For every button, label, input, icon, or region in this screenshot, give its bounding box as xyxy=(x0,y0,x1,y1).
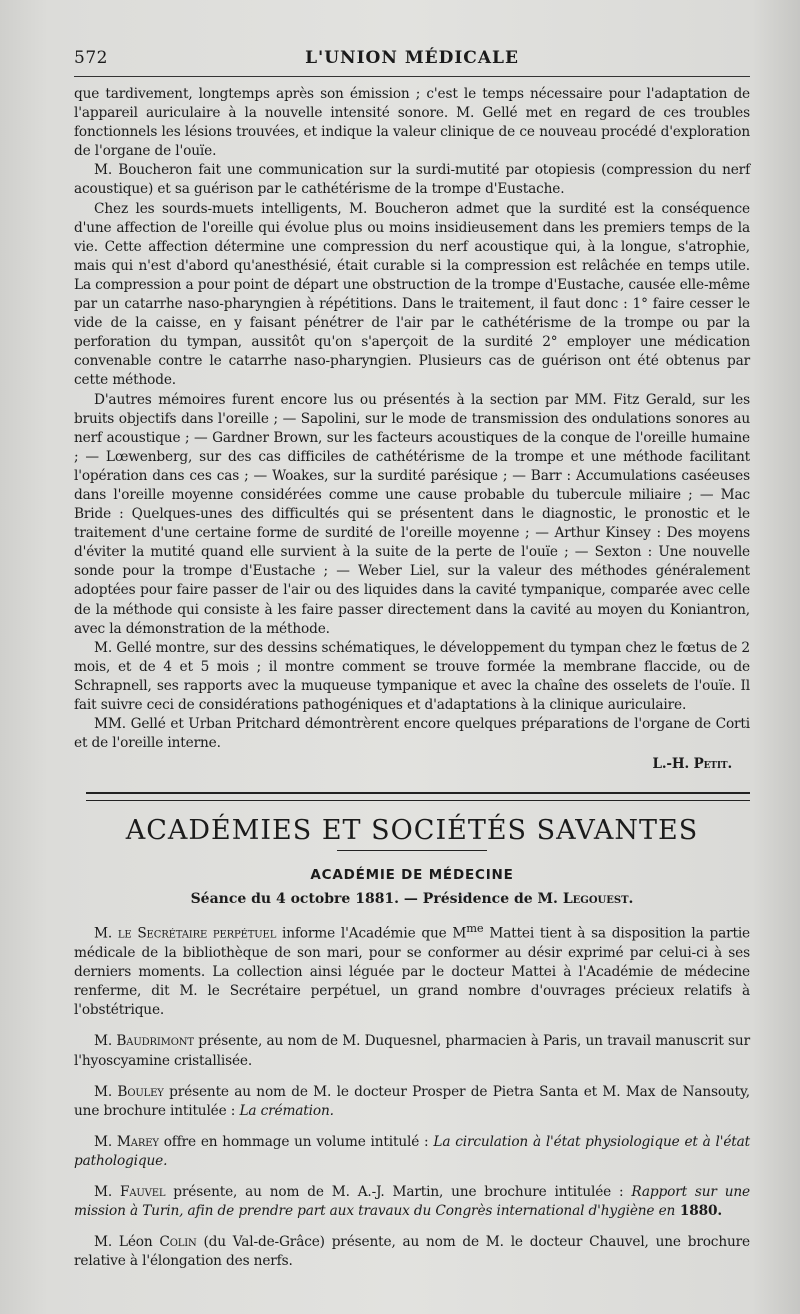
work-title: Rapport sur une mission à Turin, afin de prendre part aux travaux du Congrès international d'hygiène en xyxy=(74,1183,750,1220)
page-number: 572 xyxy=(74,48,108,68)
paragraph: D'autres mémoires furent encore lus ou présentés à la section par MM. Fitz Gerald, sur les bruits objectifs dans l'oreille ; — Sapolini, sur le mode de transmission des ondulations sonores au nerf acoustique ; — Gardner Brown, sur les facteurs acoustiques de la conque de l'oreille humaine ; — Lœwenberg, sur des cas difficiles de cathétérisme de la trompe et une méthode facilitant l'opération dans ces cas ; — Woakes, sur la surdité parésique ; — Barr : Accumulations caséeuses dans l'oreille moyenne considérées comme une cause probable du tubercule miliaire ; — Mac Bride : Quelques-unes des difficultés qui se présentent dans le diagnostic, le pronostic et le traitement d'une certaine forme de surdité de l'oreille moyenne ; — Arthur Kinsey : Des moyens d'éviter la mutité quand elle survient à la suite de la perte de l'ouïe ; — Sexton : Une nouvelle sonde pour la trompe d'Eustache ; — Weber Liel, sur la valeur des méthodes généralement adoptées pour faire passer de l'air ou des liquides dans la cavité tympanique, comparée avec celle de la méthode qui consiste à les faire passer directement dans la cavité au moyen du Koniantron, avec la démonstration de la méthode. xyxy=(74,391,750,637)
speaker-name: M. le Secrétaire perpétuel xyxy=(94,925,277,942)
speaker-name: M. Marey xyxy=(94,1133,159,1150)
paragraph: Chez les sourds-muets intelligents, M. Boucheron admet que la surdité est la conséquence d'une affection de l'oreille qui évolue plus ou moins insidieusement dans les premiers temps de la vie. Cette affection détermine une compression du nerf acoustique qui, à la longue, s'atrophie, mais qui n'est d'abord qu'anesthésié, était curable si la compression est relâchée en temps utile. La compression a pour point de départ une obstruction de la trompe d'Eustache, causée elle-même par un catarrhe naso-pharyngien à répétitions. Dans le traitement, il faut donc : 1° faire cesser le vide de la caisse, en y faisant pénétrer de l'air par le cathétérisme de la trompe ou par la perforation du tympan, aussitôt qu'on s'aperçoit de la surdité 2° employer une médication convenable contre le catarrhe naso-pharyngien. Plusieurs cas de guérison ont été obtenus par cette méthode. xyxy=(74,200,750,389)
speaker-name-prefix: M. Léon xyxy=(94,1234,160,1251)
section-title-rule xyxy=(337,850,487,851)
speaker-name: M. Baudrimont xyxy=(94,1033,194,1050)
journal-title: L'UNION MÉDICALE xyxy=(305,48,519,68)
superscript: me xyxy=(466,921,484,936)
item-text: Mattei tient à sa disposition la partie médicale de la bibliothèque de son mari, pour se conformer au désir exprimé par celui-ci à ses derniers moments. La collection ainsi léguée par le docteur Mattei à l'Académie de médecine renferme, dit M. le Secrétaire perpétuel, un grand nombre d'ouvrages précieux relatifs à l'obstétrique. xyxy=(74,925,750,1019)
session-date: Séance du 4 octobre 1881. — Présidence de M. xyxy=(190,891,563,908)
list-item xyxy=(74,1032,750,1070)
section-title: ACADÉMIES ET SOCIÉTÉS SAVANTES xyxy=(125,815,699,847)
speaker-name: Colin xyxy=(159,1234,197,1251)
list-item xyxy=(74,1233,750,1271)
academy-subtitle: ACADÉMIE DE MÉDECINE xyxy=(310,867,514,884)
paragraph: MM. Gellé et Urban Pritchard démontrèrent encore quelques préparations de l'organe de Corti et de l'oreille interne. xyxy=(74,716,750,752)
list-item xyxy=(74,1083,750,1121)
speaker-name: M. Bouley xyxy=(94,1083,164,1100)
author-signature: L.-H. Petit. xyxy=(652,756,732,773)
session-line xyxy=(74,891,750,907)
item-text: présente, au nom de M. Duquesnel, pharmacien à Paris, un travail manuscrit sur l'hyoscyamine cristallisée. xyxy=(74,1033,750,1069)
paragraph: M. Boucheron fait une communication sur la surdi-mutité par otopiesis (compression du nerf acoustique) et sa guérison par le cathétérisme de la trompe d'Eustache. xyxy=(74,162,750,198)
list-item xyxy=(74,919,750,1020)
header-rule xyxy=(74,76,750,77)
item-text: présente au nom de M. le docteur Prosper de Pietra Santa et M. Max de Nansouty, une brochure intitulée : xyxy=(74,1083,750,1119)
item-year: 1880. xyxy=(675,1203,722,1220)
work-title: La crémation. xyxy=(239,1102,334,1119)
item-text: informe l'Académie que M xyxy=(276,925,467,942)
paragraph: que tardivement, longtemps après son émission ; c'est le temps nécessaire pour l'adaptation de l'appareil auriculaire à la nouvelle intensité sonore. M. Gellé met en regard de ces troubles fonctionnels les lésions trouvées, et indique la valeur clinique de ce nouveau procédé d'exploration de l'organe de l'ouïe. xyxy=(74,86,750,160)
running-head xyxy=(74,44,750,72)
item-text: offre en hommage un volume intitulé : xyxy=(158,1133,434,1150)
president-name: Legouest xyxy=(562,891,629,908)
section-divider xyxy=(86,792,750,801)
list-item xyxy=(74,1133,750,1171)
academy-items xyxy=(74,919,750,1271)
item-text: (du Val-de-Grâce) présente, au nom de M. le docteur Chauvel, une brochure relative à l'élongation des nerfs. xyxy=(74,1234,750,1270)
continued-article xyxy=(74,85,750,774)
paragraph: M. Gellé montre, sur des dessins schématiques, le développement du tympan chez le fœtus de 2 mois, et de 4 et 5 mois ; il montre comment se trouve formée la membrane flaccide, ou de Schrapnell, ses rapports avec la muqueuse tympanique et avec la chaîne des osselets de l'ouïe. Il fait suivre ceci de considérations pathogéniques et d'adaptations à la clinique auriculaire. xyxy=(74,639,750,713)
speaker-name: M. Fauvel xyxy=(94,1183,166,1200)
work-title: La circulation à l'état physiologique et à l'état pathologique. xyxy=(74,1133,750,1169)
list-item xyxy=(74,1183,750,1221)
item-text: présente, au nom de M. A.-J. Martin, une brochure intitulée : xyxy=(165,1183,632,1200)
session-end: . xyxy=(628,891,634,908)
